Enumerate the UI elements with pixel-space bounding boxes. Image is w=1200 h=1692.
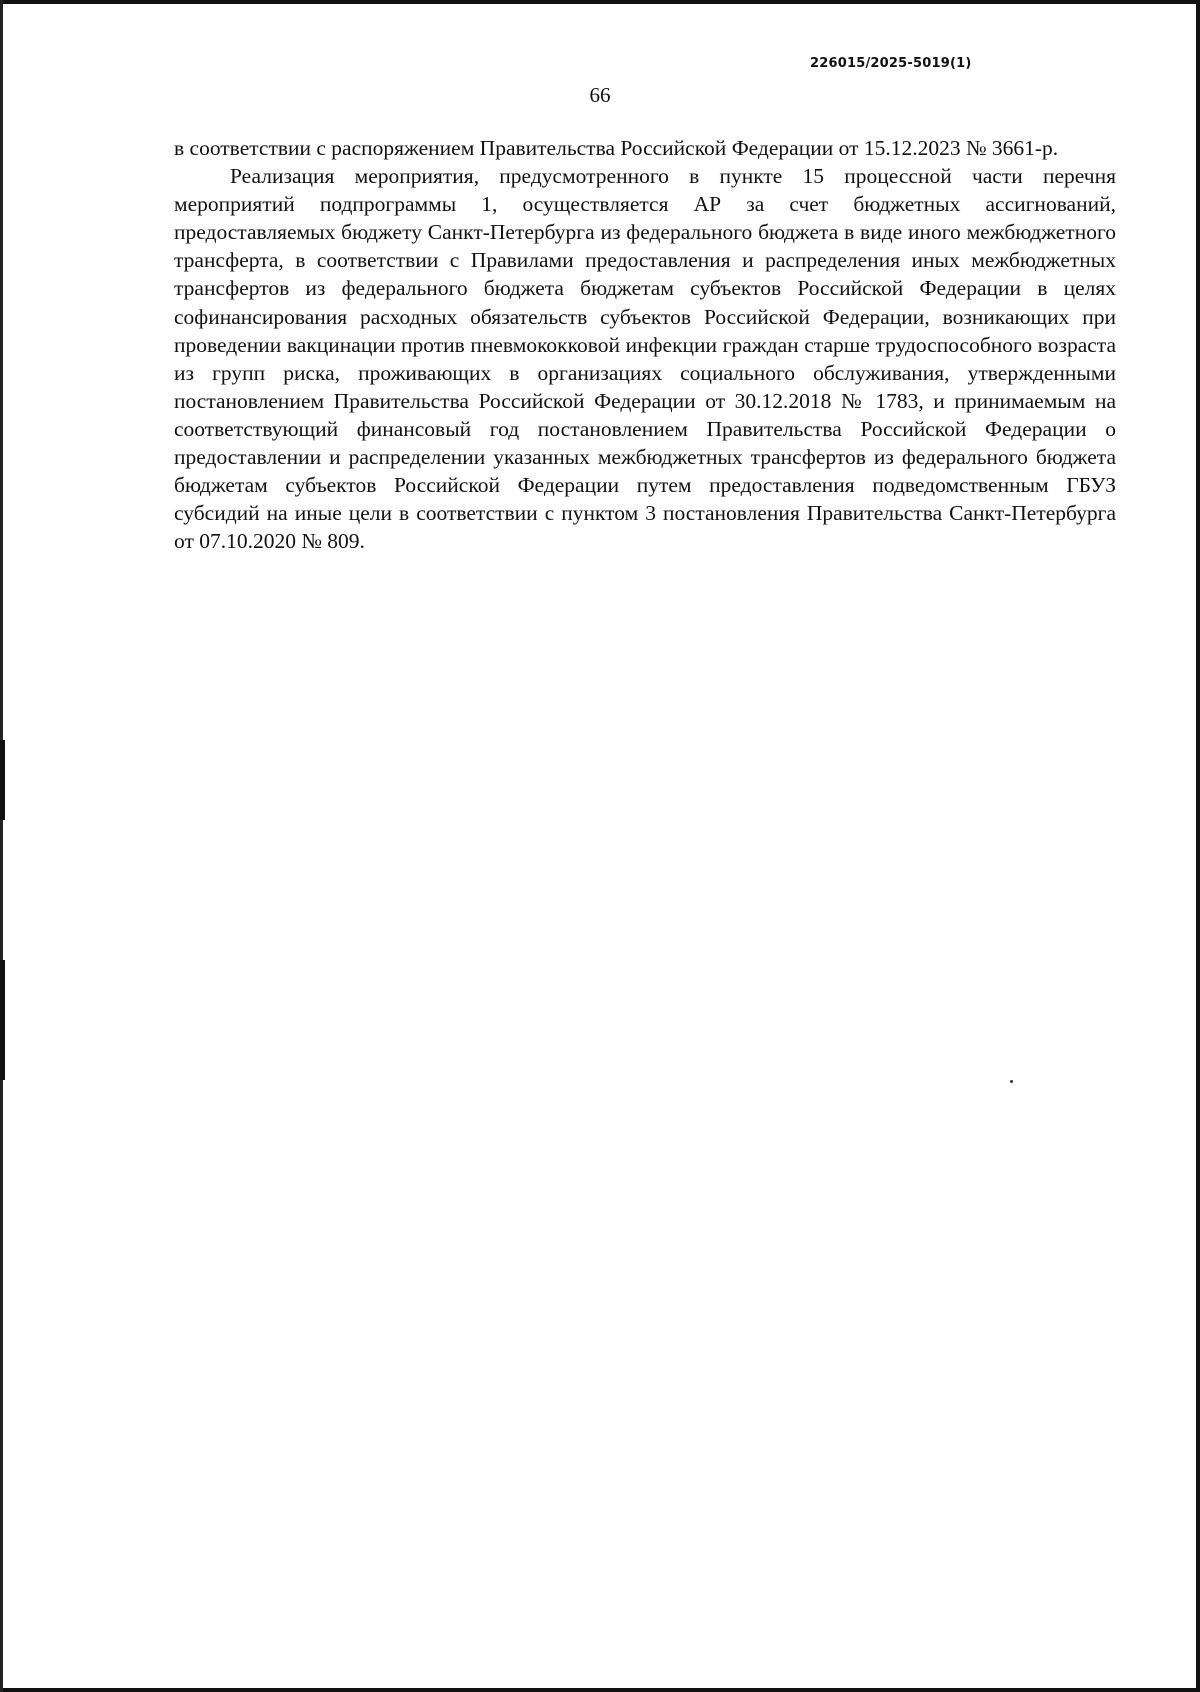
- scan-edge-mark: [0, 960, 5, 1080]
- scan-border-left: [0, 0, 3, 1692]
- page-number: 66: [589, 83, 611, 107]
- paragraph: Реализация мероприятия, предусмотренного в пункте 15 процессной части перечня мероприятий подпрограммы 1, осуществляется АР за счет бюджетных ассигнований, предоставляемых бюджету Санкт-Петербурга из федерального бюджета в виде иного межбюджетного трансферта, в соответствии с Правилами предоставления и распределения иных межбюджетных трансфертов из федерального бюджета бюджетам субъектов Российской Федерации в целях софинансирования расходных обязательств субъектов Российской Федерации, возникающих при проведении вакцинации против пневмококковой инфекции граждан старше трудоспособного возраста из групп риска, проживающих в организациях социального обслуживания, утвержденными постановлением Правительства Российской Федерации от 30.12.2018 № 1783, и принимаемым на соответствующий финансовый год постановлением Правительства Российской Федерации о предоставлении и распределении указанных межбюджетных трансфертов из федерального бюджета бюджетам субъектов Российской Федерации путем предоставления подведомственным ГБУЗ субсидий на иные цели в соответствии с пунктом 3 постановления Правительства Санкт-Петербурга от 07.10.2020 № 809.: [174, 164, 1116, 554]
- document-id: 226015/2025-5019(1): [810, 56, 972, 71]
- document-body: [174, 134, 1116, 555]
- paragraph: в соответствии с распоряжением Правительства Российской Федерации от 15.12.2023 № 3661-р.: [174, 136, 1059, 160]
- scan-border-bottom: [0, 1688, 1200, 1692]
- scan-edge-mark: [0, 740, 5, 820]
- scan-border-top: [0, 0, 1200, 4]
- scan-border-right: [1196, 0, 1200, 1692]
- scan-speck: [1010, 1080, 1013, 1083]
